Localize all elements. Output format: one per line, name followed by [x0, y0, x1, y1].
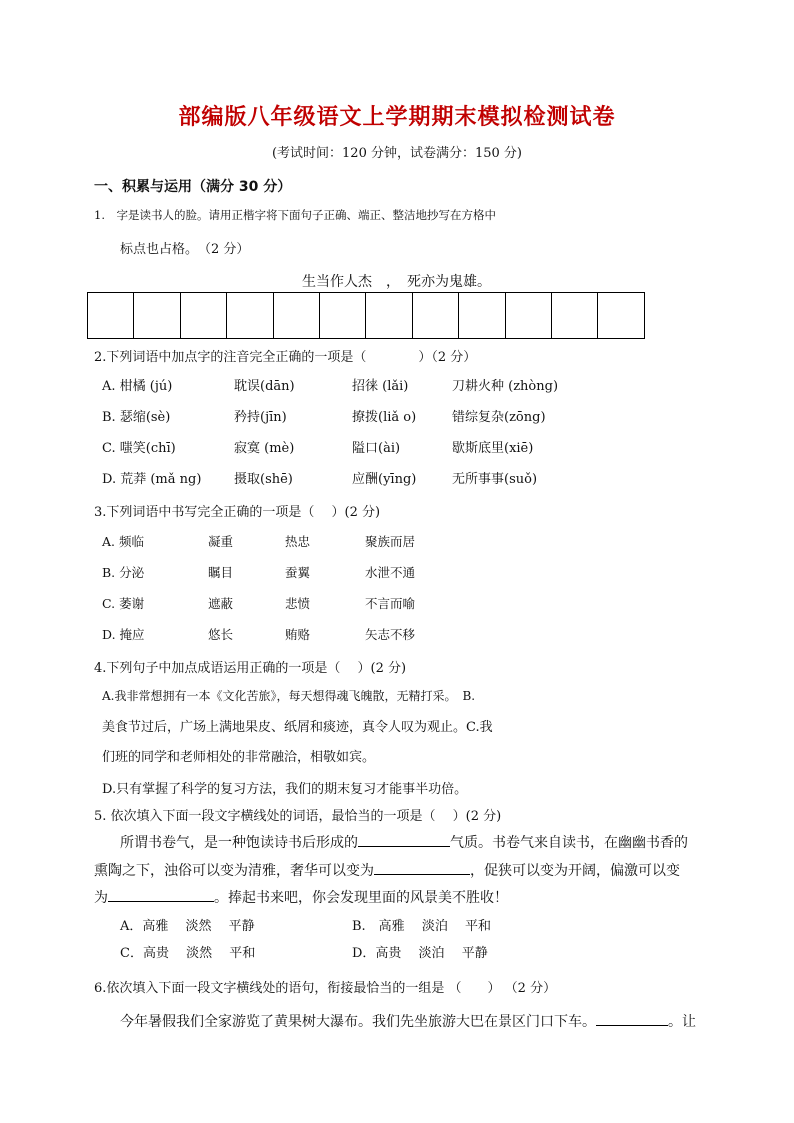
q2-option-a-item: 耽误(dān) [234, 379, 295, 394]
q3-option-b-item: B. 分泌 [102, 565, 145, 580]
q2-option-a-item: 招徕 (lǎi) [352, 379, 409, 394]
q2-stem: 2.下列词语中加点字的注音完全正确的一项是（ ）（2 分） [94, 350, 477, 365]
grid-cell[interactable] [274, 292, 320, 339]
q3-option-d-item: 悠长 [208, 627, 234, 642]
grid-cell[interactable] [552, 292, 598, 339]
q2-option-c-item: 寂寞 (mè) [234, 441, 295, 456]
answer-blank[interactable] [374, 860, 470, 875]
q6-text: 。让 [668, 1014, 696, 1030]
answer-blank[interactable] [596, 1011, 668, 1026]
q3-option-c-item: C. 萎谢 [102, 596, 145, 611]
q5-option-a: A．高雅 淡然 平静 [120, 919, 255, 934]
q5-text: 所谓书卷气，是一种饱读诗书后形成的 [120, 835, 358, 851]
answer-blank[interactable] [108, 887, 214, 902]
q3-stem: 3.下列词语中书写完全正确的一项是（ ）(2 分) [94, 505, 381, 520]
q2-option-b-item: 错综复杂(zōng) [452, 410, 546, 425]
exam-info: (考试时间：120 分钟，试卷满分：150 分) [271, 146, 523, 161]
grid-cell[interactable] [320, 292, 366, 339]
writing-grid [87, 292, 645, 339]
q5-text: 为 [94, 890, 108, 906]
q4-option-b: 美食节过后，广场上满地果皮、纸屑和痰迹，真令人叹为观止。C.我 [102, 720, 493, 735]
q6-paragraph-line1 [120, 1011, 696, 1031]
q5-paragraph-line1 [120, 832, 688, 852]
q4-option-d: D.只有掌握了科学的复习方法，我们的期末复习才能事半功倍。 [102, 782, 468, 797]
answer-blank[interactable] [358, 832, 450, 847]
q5-paragraph-line2 [94, 860, 680, 880]
q2-option-a-item: 刀耕火种 (zhòng) [452, 379, 559, 394]
q2-option-a-item: A. 柑橘 (jú) [102, 379, 173, 394]
q4-option-c: 们班的同学和老师相处的非常融洽，相敬如宾。 [102, 750, 376, 765]
q3-option-d-item: D. 掩应 [102, 627, 145, 642]
q5-text: 熏陶之下，浊俗可以变为清雅，奢华可以变为 [94, 863, 374, 879]
q3-option-a-item: A. 频临 [102, 534, 144, 549]
q2-option-d-item: 无所事事(suǒ) [452, 472, 538, 487]
q3-option-b-item: 水泄不通 [365, 565, 416, 580]
q3-option-c-item: 悲愤 [285, 596, 311, 611]
q5-text: 气质。书卷气来自读书，在幽幽书香的 [450, 835, 688, 851]
q2-option-b-item: 矜持(jīn) [234, 410, 287, 425]
q5-option-d: D．高贵 淡泊 平静 [352, 946, 488, 961]
grid-cell[interactable] [413, 292, 459, 339]
q3-option-d-item: 矢志不移 [365, 627, 416, 642]
grid-cell[interactable] [506, 292, 552, 339]
q1-sentence: 生当作人杰 ， 死亦为鬼雄。 [302, 274, 491, 290]
grid-cell[interactable] [366, 292, 412, 339]
q4-option-a: A.我非常想拥有一本《文化苦旅》，每天想得魂飞魄散，无精打采。 B. [102, 689, 476, 703]
q5-option-c: C．高贵 淡然 平和 [120, 946, 256, 961]
q2-option-d-item: D. 荒莽 (mǎ ng) [102, 472, 202, 487]
q3-option-b-item: 瞩目 [208, 565, 234, 580]
grid-cell[interactable] [227, 292, 273, 339]
q5-text: ，促狭可以变为开阔，偏激可以变 [470, 863, 680, 879]
q1-line1: 1. 字是读书人的脸。请用正楷字将下面句子正确、端正、整洁地抄写在方格中 [94, 208, 496, 222]
q6-text: 今年暑假我们全家游览了黄果树大瀑布。我们先坐旅游大巴在景区门口下车。 [120, 1014, 596, 1030]
grid-cell[interactable] [88, 292, 134, 339]
q2-option-c-item: 隘口(ài) [352, 441, 401, 456]
q5-text: 。捧起书来吧，你会发现里面的风景美不胜收！ [214, 890, 508, 906]
q3-option-a-item: 热忠 [285, 534, 311, 549]
q3-option-d-item: 贿赂 [285, 627, 311, 642]
grid-cell[interactable] [134, 292, 180, 339]
page-title: 部编版八年级语文上学期期末模拟检测试卷 [178, 105, 616, 130]
section-heading: 一、积累与运用（满分 30 分） [94, 179, 292, 195]
q2-option-b-item: 撩拨(liǎ o) [352, 410, 417, 425]
q5-stem: 5. 依次填入下面一段文字横线处的词语，最恰当的一项是（ ）(2 分) [94, 809, 502, 824]
q5-paragraph-line3 [94, 887, 508, 907]
q2-option-c-item: 歇斯底里(xiē) [452, 441, 534, 456]
q5-option-b: B. 高雅 淡泊 平和 [352, 919, 491, 934]
grid-cell[interactable] [181, 292, 227, 339]
q3-option-b-item: 蚕翼 [285, 565, 311, 580]
q6-stem: 6.依次填入下面一段文字横线处的语句，衔接最恰当的一组是 （ ） （2 分） [94, 981, 557, 996]
q2-option-d-item: 应酬(yīng) [352, 472, 417, 487]
q3-option-c-item: 不言而喻 [365, 596, 416, 611]
grid-cell[interactable] [459, 292, 505, 339]
q2-option-b-item: B. 瑟缩(sè) [102, 410, 171, 425]
grid-cell[interactable] [598, 292, 644, 339]
q1-line2: 标点也占格。 （2 分） [120, 242, 250, 257]
q2-option-d-item: 摄取(shē) [234, 472, 293, 487]
q4-stem: 4.下列句子中加点成语运用正确的一项是（ ）(2 分) [94, 661, 407, 676]
q3-option-a-item: 聚族而居 [365, 534, 416, 549]
q3-option-a-item: 凝重 [208, 534, 234, 549]
q2-option-c-item: C. 嗤笑(chī) [102, 441, 176, 456]
q3-option-c-item: 遮蔽 [208, 596, 234, 611]
